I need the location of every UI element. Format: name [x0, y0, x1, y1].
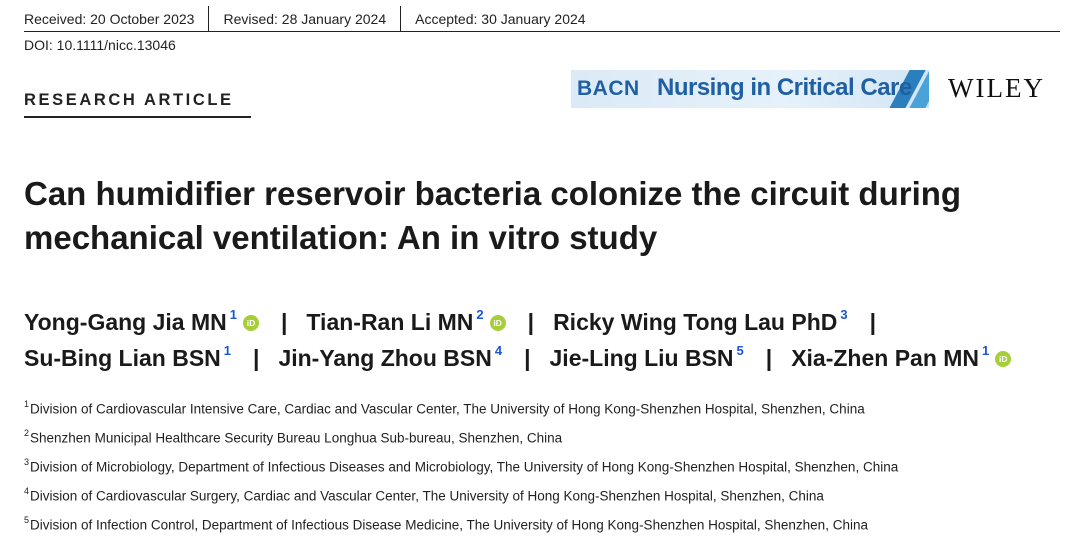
- affiliation-ref[interactable]: 4: [494, 343, 503, 358]
- affiliation-number: 3: [24, 457, 30, 467]
- revised-date: Revised: 28 January 2024: [208, 6, 400, 32]
- accepted-date: Accepted: 30 January 2024: [400, 6, 599, 32]
- affiliation-ref[interactable]: 1: [982, 343, 990, 358]
- bacn-logo: BACN: [577, 77, 640, 100]
- author-name: Tian-Ran Li MN: [306, 309, 474, 335]
- author-separator: |: [869, 309, 877, 335]
- orcid-icon[interactable]: iD: [243, 315, 259, 331]
- author-separator: |: [527, 309, 535, 335]
- author-separator: |: [253, 345, 260, 371]
- author-entry[interactable]: [550, 345, 744, 372]
- received-date: Received: 20 October 2023: [24, 11, 195, 27]
- affiliation-ref[interactable]: 3: [840, 307, 848, 322]
- affiliation-number: 4: [24, 486, 30, 496]
- author-entry[interactable]: [278, 345, 502, 372]
- affiliation-ref[interactable]: 1: [229, 307, 237, 322]
- affiliation-text: Division of Infection Control, Department of Infectious Disease Medicine, The University of Hong Kong-Shenzhen Hospital, Shenzhen, China: [30, 517, 868, 533]
- article-type-underline: [24, 116, 251, 118]
- affiliations-list: [24, 394, 1064, 537]
- affiliation-ref[interactable]: 5: [736, 343, 744, 358]
- author-name: Xia-Zhen Pan MN: [791, 345, 980, 371]
- author-name: Jin-Yang Zhou BSN: [278, 345, 492, 371]
- publisher-logo[interactable]: WILEY: [948, 73, 1045, 103]
- affiliation-text: Division of Cardiovascular Intensive Care, Cardiac and Vascular Center, The University of Hong Kong-Shenzhen Hospital, Shenzhen, China: [30, 401, 865, 417]
- journal-banner[interactable]: [571, 70, 929, 108]
- affiliation-number: 2: [24, 428, 30, 438]
- author-name: Yong-Gang Jia MN: [24, 309, 227, 335]
- author-list-line-1: [24, 309, 1064, 336]
- orcid-icon[interactable]: iD: [995, 351, 1011, 367]
- article-type-label: RESEARCH ARTICLE: [24, 91, 234, 109]
- doi-link[interactable]: DOI: 10.1111/nicc.13046: [24, 37, 176, 53]
- affiliation-item: [24, 423, 1064, 452]
- orcid-icon[interactable]: iD: [490, 315, 506, 331]
- affiliation-text: Division of Microbiology, Department of Infectious Diseases and Microbiology, The University of Hong Kong-Shenzhen Hospital, Shenzhen, China: [30, 459, 899, 475]
- header-divider: [24, 31, 1060, 32]
- affiliation-item: [24, 510, 1064, 537]
- affiliation-text: Division of Cardiovascular Surgery, Cardiac and Vascular Center, The University of Hong Kong-Shenzhen Hospital, Shenzhen, China: [30, 488, 824, 504]
- author-separator: |: [280, 309, 288, 335]
- author-list-line-2: [24, 345, 1064, 372]
- affiliation-text: Shenzhen Municipal Healthcare Security Bureau Longhua Sub-bureau, Shenzhen, China: [30, 430, 563, 446]
- affiliation-ref[interactable]: 2: [476, 307, 484, 322]
- affiliation-ref[interactable]: 1: [223, 343, 232, 358]
- author-separator: |: [524, 345, 531, 371]
- affiliation-number: 1: [24, 399, 30, 409]
- journal-name: Nursing in Critical Care: [657, 74, 912, 101]
- affiliation-item: [24, 394, 1064, 423]
- author-entry[interactable]: [24, 345, 231, 372]
- author-entry[interactable]: [306, 309, 505, 336]
- author-name: Su-Bing Lian BSN: [24, 345, 221, 371]
- author-entry[interactable]: [553, 309, 848, 336]
- article-title: Can humidifier reservoir bacteria colonize the circuit during mechanical ventilation: An in vitro study: [24, 175, 962, 256]
- publication-dates: [24, 6, 600, 32]
- author-entry[interactable]: [24, 309, 259, 336]
- affiliation-number: 5: [24, 515, 30, 525]
- affiliation-item: [24, 452, 1064, 481]
- affiliation-item: [24, 481, 1064, 510]
- author-separator: |: [765, 345, 773, 371]
- author-name: Ricky Wing Tong Lau PhD: [553, 309, 838, 335]
- author-name: Jie-Ling Liu BSN: [549, 345, 734, 371]
- author-entry[interactable]: [791, 345, 1011, 372]
